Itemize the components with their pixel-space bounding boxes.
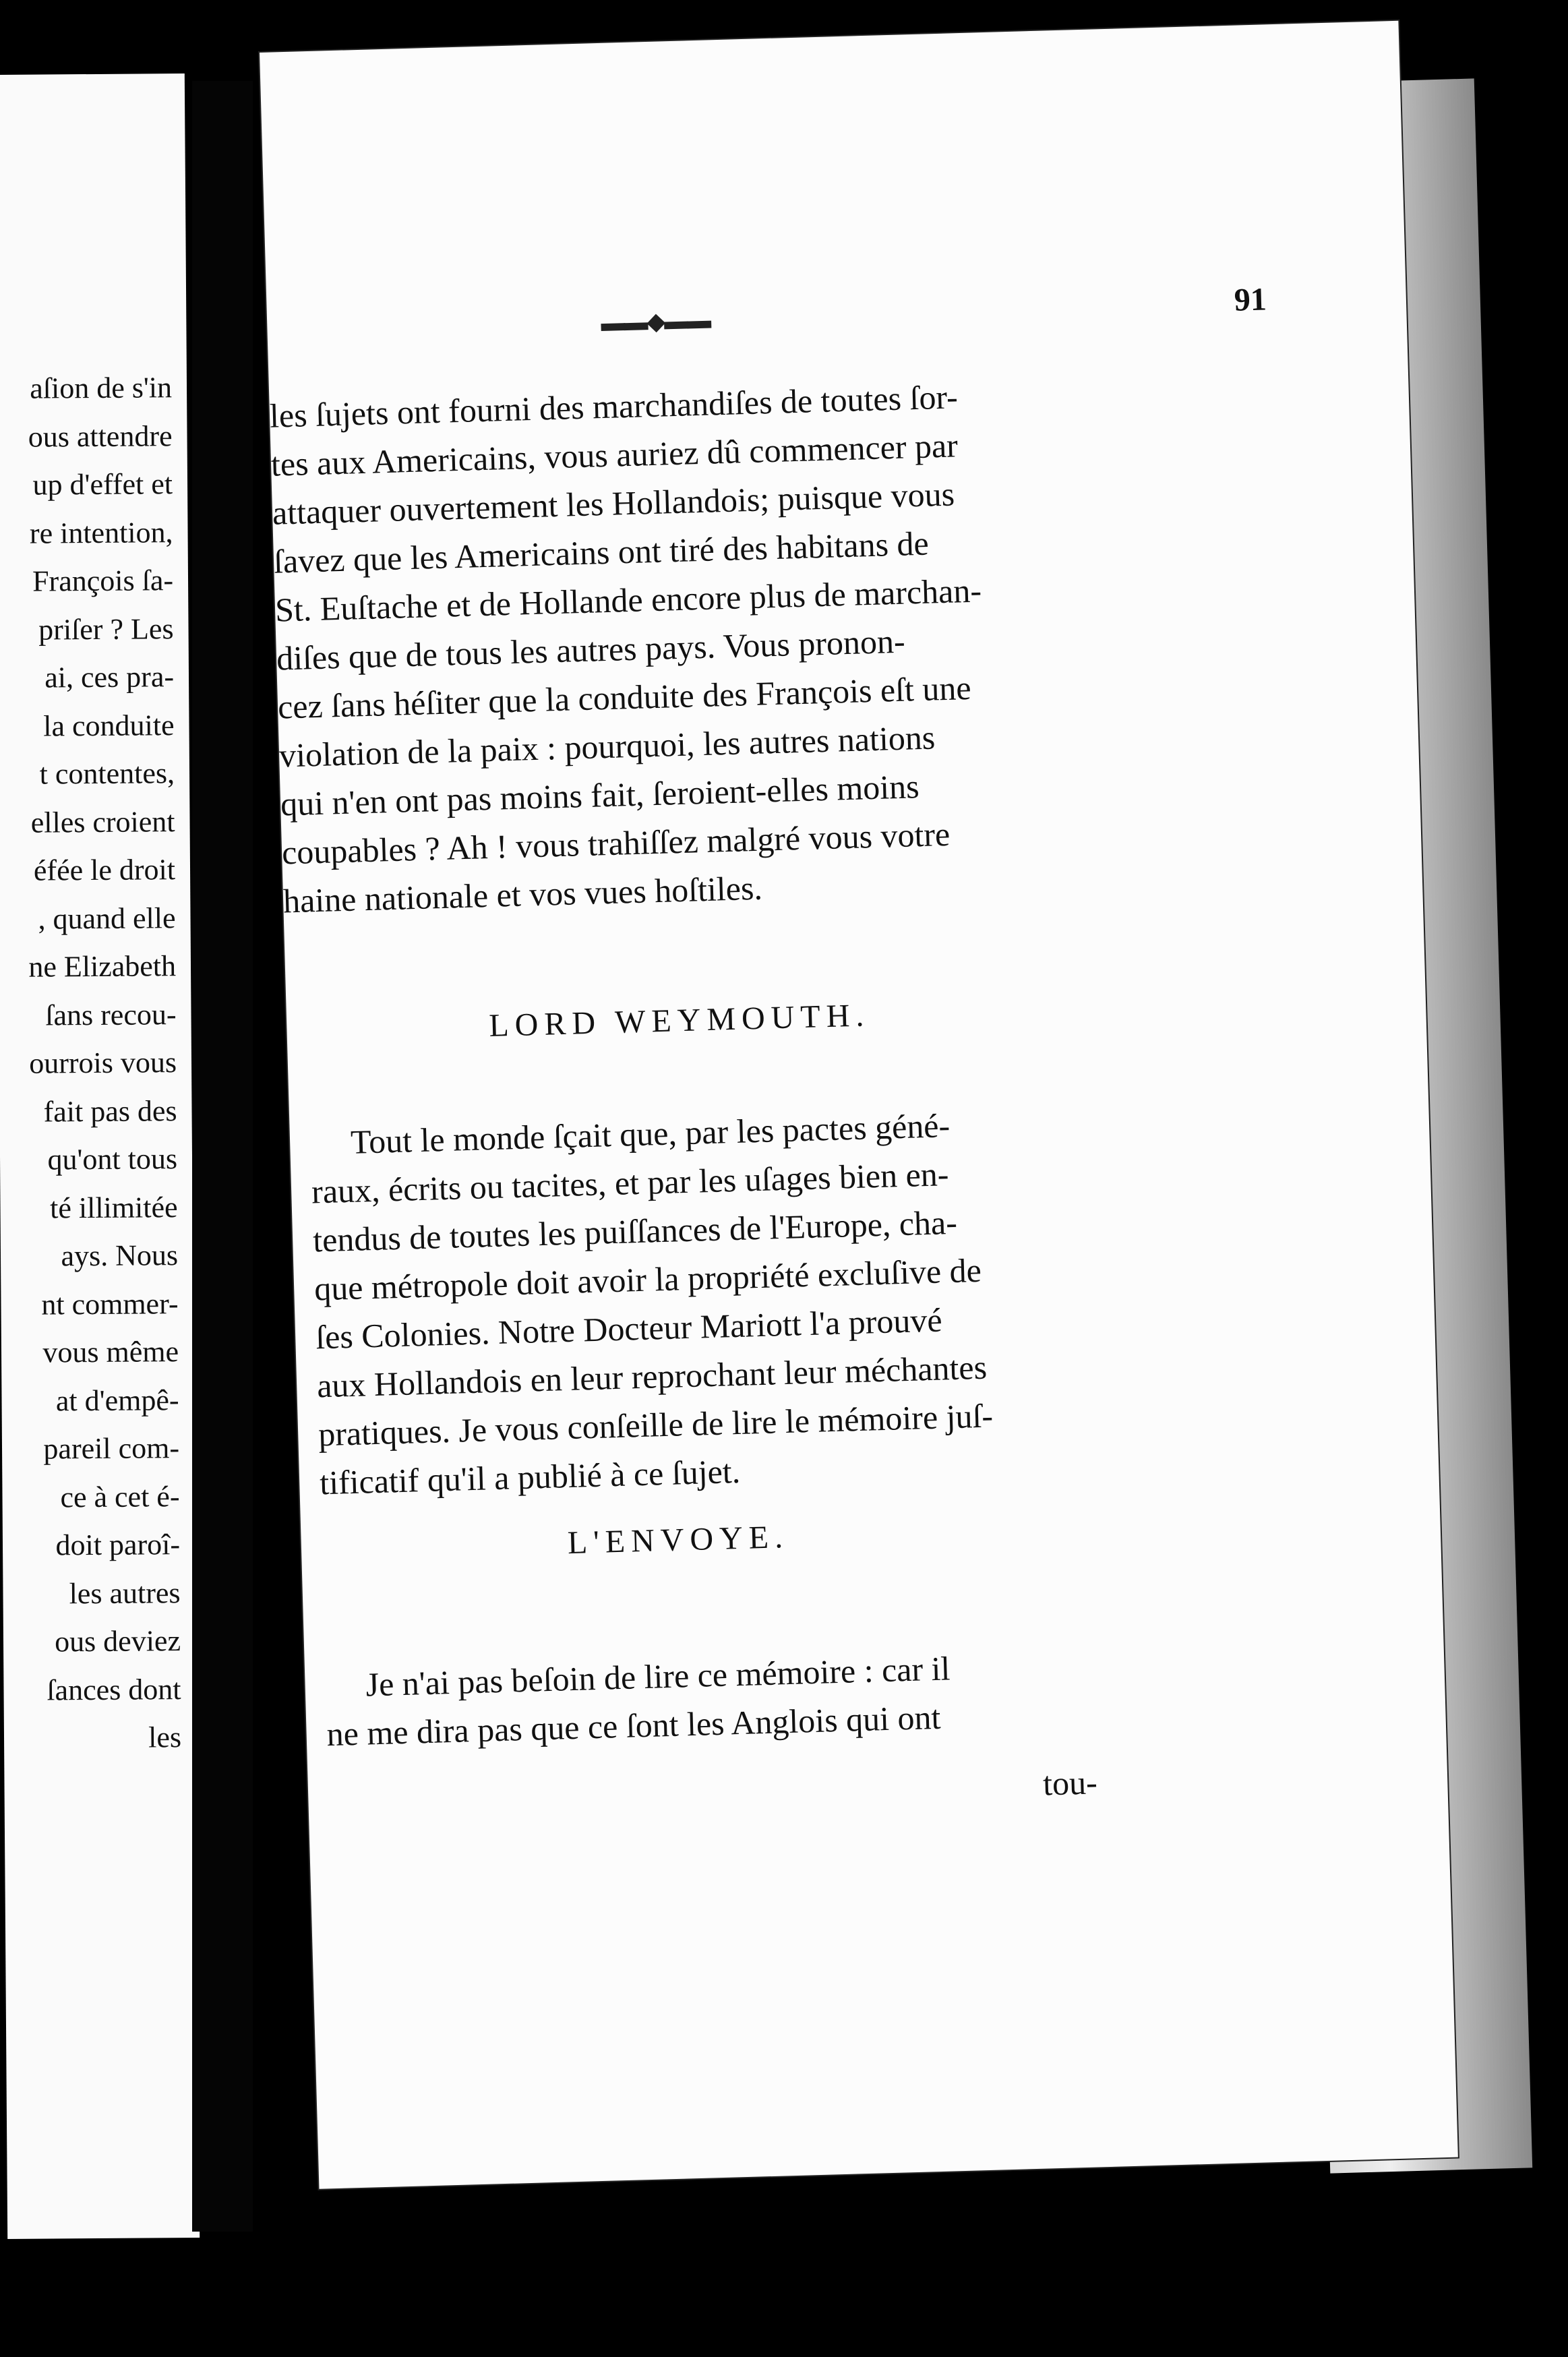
text-line: que métropole doit avoir la propriété excluſive de xyxy=(313,1251,982,1308)
text-line: Je n'ai pas beſoin de lire ce mémoire : car il xyxy=(365,1649,951,1704)
left-page-line: ays. Nous xyxy=(61,1239,179,1273)
text-line: haine nationale et vos vues hoſtiles. xyxy=(282,868,763,920)
text-line: diſes que de tous les autres pays. Vous pronon- xyxy=(276,622,906,678)
left-page-line: re intention, xyxy=(29,515,173,550)
text-line: les ſujets ont fourni des marchandiſes de toutes ſor- xyxy=(269,378,959,435)
text-line: attaquer ouvertement les Hollandois; puisque vous xyxy=(272,475,955,532)
text-line: pratiques. Je vous conſeille de lire le mémoire juſ- xyxy=(318,1396,994,1454)
left-page-line: ous attendre xyxy=(28,419,173,454)
left-page-line: ſances dont xyxy=(47,1672,181,1707)
left-page-line: ai, ces pra- xyxy=(44,660,175,694)
header-ornament: ▬▬◆▬▬ xyxy=(600,306,711,337)
left-page-line: elles croient xyxy=(30,804,175,839)
text-line: St. Euſtache et de Hollande encore plus de marchan- xyxy=(274,571,982,629)
text-line: cez ſans héſiter que la conduite des François eſt une xyxy=(277,668,972,726)
left-page-line: ous deviez xyxy=(54,1624,181,1659)
left-page-line: doit paroî- xyxy=(55,1528,181,1562)
left-page-line: pareil com- xyxy=(43,1431,180,1466)
text-line: Tout le monde ſçait que, par les pactes géné- xyxy=(350,1106,951,1161)
left-page-line: ourrois vous xyxy=(29,1046,177,1080)
text-line: tes aux Americains, vous auriez dû commencer par xyxy=(270,426,959,483)
text-line: raux, écrits ou tacites, et par les uſages bien en- xyxy=(311,1155,950,1211)
left-page-line: ne Elizabeth xyxy=(28,949,177,984)
text-line: tificatif qu'il a publié à ce ſujet. xyxy=(319,1452,741,1502)
text-line: ſes Colonies. Notre Docteur Mariott l'a prouvé xyxy=(315,1301,943,1356)
left-page-line: aſion de s'in xyxy=(30,371,173,405)
text-line: aux Hollandois en leur reprochant leur méchantes xyxy=(316,1348,988,1405)
left-page-line: les xyxy=(148,1721,182,1754)
left-page-line: vous même xyxy=(42,1335,179,1369)
speaker-heading-envoye: L'ENVOYE. xyxy=(567,1518,789,1561)
left-page-line: qu'ont tous xyxy=(47,1142,178,1176)
left-page-line: François ſa- xyxy=(32,564,174,598)
left-page-line: at d'empê- xyxy=(55,1383,179,1417)
text-line: ne me dira pas que ce ſont les Anglois qui ont xyxy=(326,1698,942,1754)
text-line: ſavez que les Americains ont tiré des habitans de xyxy=(273,524,930,580)
page-gutter xyxy=(192,81,253,2232)
left-page-line: té illimitée xyxy=(49,1190,178,1224)
left-page-line: fait pas des xyxy=(43,1094,177,1129)
text-line: violation de la paix : pourquoi, les autres nations xyxy=(278,718,936,775)
text-line: qui n'en ont pas moins fait, ſeroient-elles moins xyxy=(280,767,920,823)
left-page-line: up d'effet et xyxy=(32,467,173,502)
right-page xyxy=(260,21,1458,2189)
left-page-fragment xyxy=(0,73,200,2239)
left-page-line: ce à cet é- xyxy=(60,1479,180,1514)
page-number: 91 xyxy=(1234,281,1267,318)
left-page-line: la conduite xyxy=(43,708,175,743)
speaker-heading-lord-weymouth: LORD WEYMOUTH. xyxy=(488,997,871,1044)
left-page-line: , quand elle xyxy=(38,901,176,936)
left-page-line: ſans recou- xyxy=(45,997,177,1032)
left-page-line: priſer ? Les xyxy=(38,611,174,647)
text-line: coupables ? Ah ! vous trahiſſez malgré vous votre xyxy=(281,814,951,872)
left-page-line: t contentes, xyxy=(39,756,175,791)
left-page-line: éfée le droit xyxy=(33,853,176,887)
catchword: tou- xyxy=(1042,1763,1098,1803)
left-page-line: les autres xyxy=(69,1576,181,1610)
left-page-line: nt commer- xyxy=(41,1286,179,1321)
text-line: tendus de toutes les puiſſances de l'Europe, cha- xyxy=(312,1203,958,1259)
